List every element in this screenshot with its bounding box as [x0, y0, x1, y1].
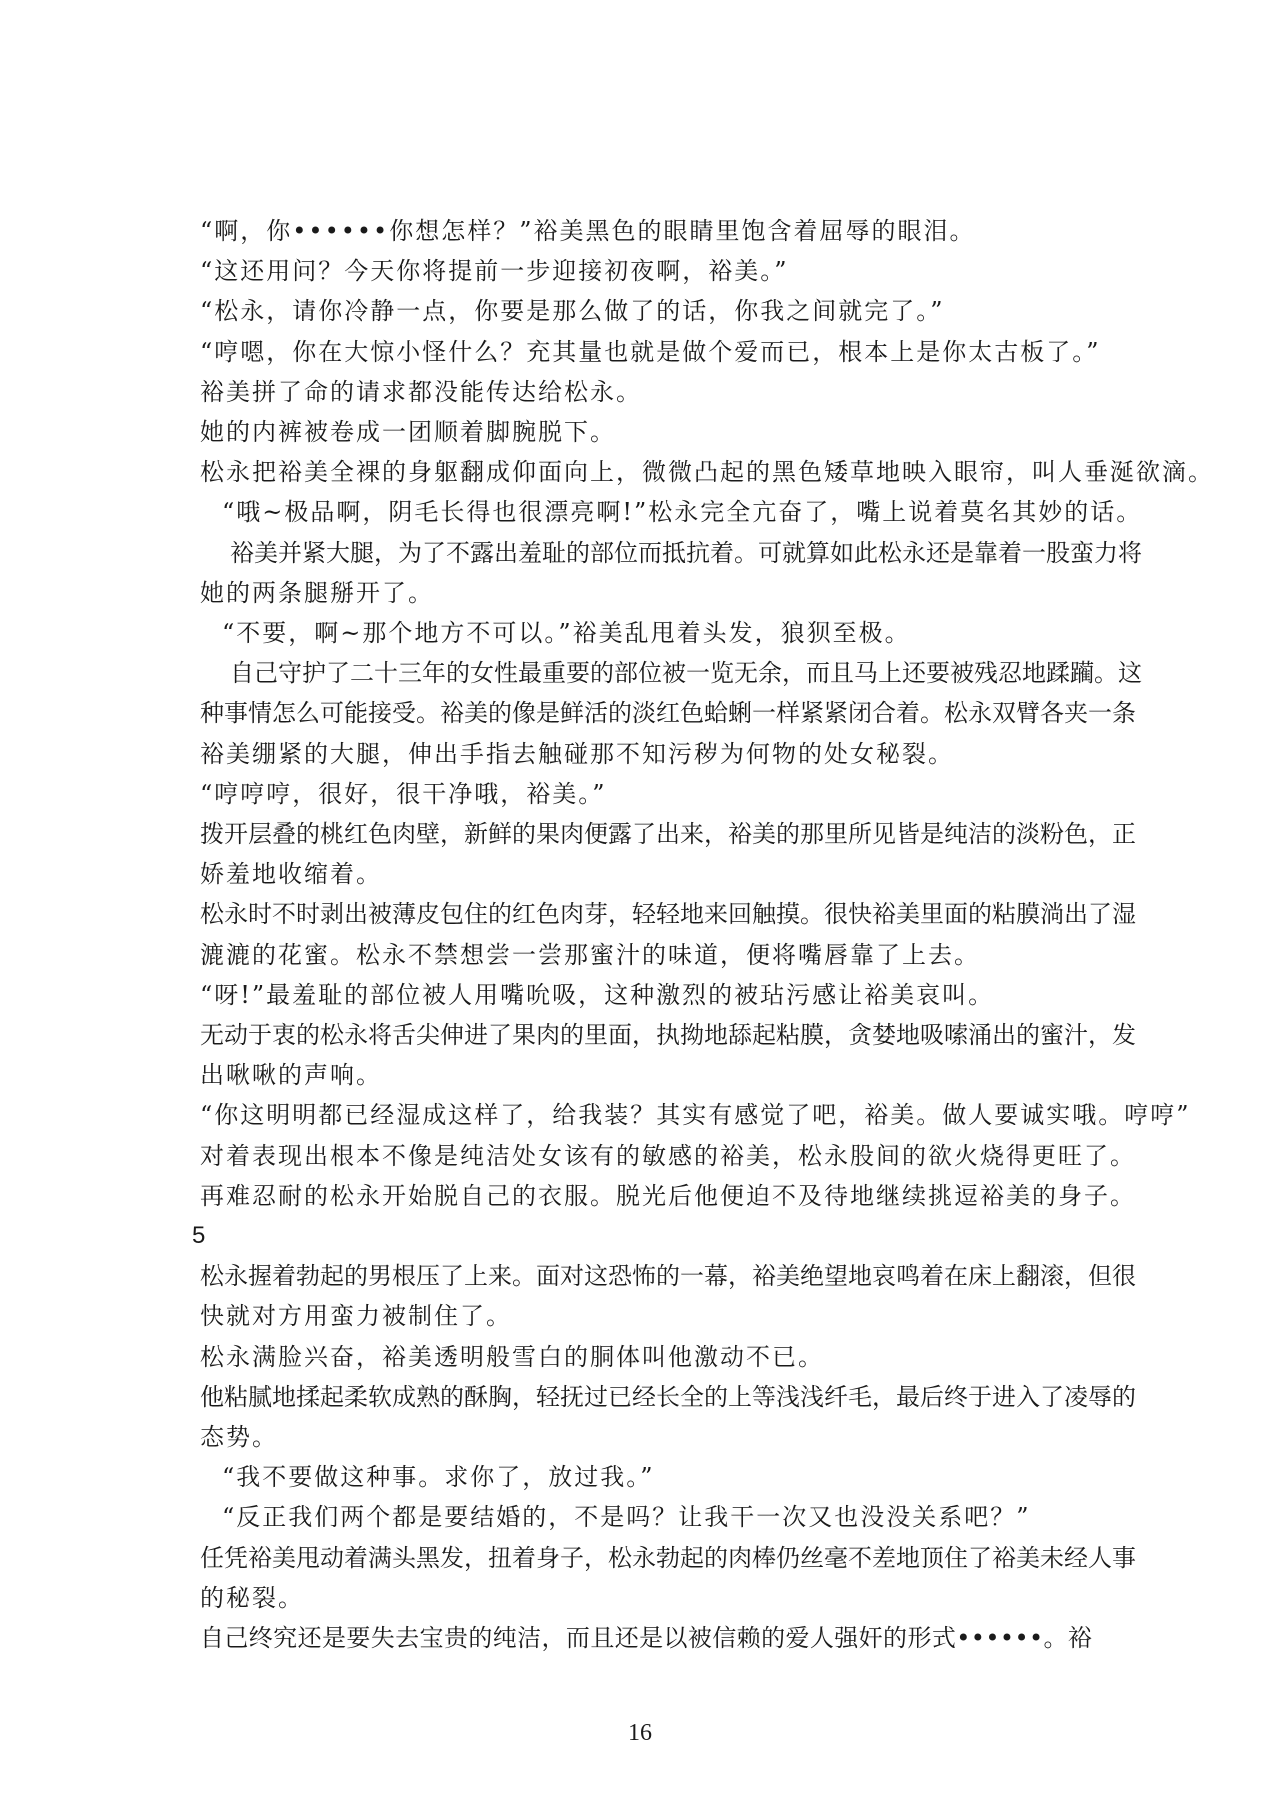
text-line: 种事情怎么可能接受。裕美的像是鲜活的淡红色蛤蜊一样紧紧闭合着。松永双臂各夹一条 [200, 699, 1136, 728]
text-line: 的秘裂。 [200, 1583, 304, 1612]
text-line: 松永握着勃起的男根压了上来。面对这恐怖的一幕，裕美绝望地哀鸣着在床上翻滚，但很 [200, 1262, 1136, 1291]
text-line: 自己终究还是要失去宝贵的纯洁，而且还是以被信赖的爱人强奸的形式••••••。裕 [200, 1624, 1093, 1652]
text-line: “啊，你••••••你想怎样？”裕美黑色的眼睛里饱含着屈辱的眼泪。 [200, 217, 976, 245]
text-line: 快就对方用蛮力被制住了。 [200, 1302, 512, 1331]
text-line: 裕美绷紧的大腿，伸出手指去触碰那不知污秽为何物的处女秘裂。 [200, 739, 954, 768]
text-line: “不要，啊~那个地方不可以。”裕美乱甩着头发，狼狈至极。 [222, 619, 911, 647]
text-line: 她的内裤被卷成一团顺着脚腕脱下。 [200, 418, 616, 446]
section-number: 5 [192, 1222, 208, 1249]
text-line: 自己守护了二十三年的女性最重要的部位被一览无余，而且马上还要被残忍地蹂躏。这 [230, 659, 1142, 688]
text-line: 任凭裕美甩动着满头黑发，扭着身子，松永勃起的肉棒仍丝毫不差地顶住了裕美未经人事 [200, 1543, 1136, 1572]
text-line: 松永时不时剥出被薄皮包住的红色肉芽，轻轻地来回触摸。很快裕美里面的粘膜淌出了湿 [200, 900, 1136, 929]
text-line: 松永把裕美全裸的身躯翻成仰面向上，微微凸起的黑色矮草地映入眼帘，叫人垂涎欲滴。 [200, 458, 1214, 487]
text-line: 拨开层叠的桃红色肉壁，新鲜的果肉便露了出来，裕美的那里所见皆是纯洁的淡粉色，正 [200, 820, 1136, 848]
text-line: 她的两条腿掰开了。 [200, 578, 434, 607]
text-line: 无动于衷的松永将舌尖伸进了果肉的里面，执拗地舔起粘膜，贪婪地吸嗦涌出的蜜汁，发 [200, 1021, 1136, 1049]
text-line: 裕美并紧大腿，为了不露出羞耻的部位而抵抗着。可就算如此松永还是靠着一股蛮力将 [230, 538, 1142, 567]
text-line: 他粘腻地揉起柔软成熟的酥胸，轻抚过已经长全的上等浅浅纤毛，最后终于进入了凌辱的 [200, 1382, 1136, 1411]
text-line: 再难忍耐的松永开始脱自己的衣服。脱光后他便迫不及待地继续挑逗裕美的身子。 [200, 1181, 1136, 1210]
text-line: 松永满脸兴奋，裕美透明般雪白的胴体叫他激动不已。 [200, 1342, 824, 1371]
text-line: 对着表现出根本不像是纯洁处女该有的敏感的裕美，松永股间的欲火烧得更旺了。 [200, 1141, 1136, 1170]
text-line: “这还用问？今天你将提前一步迎接初夜啊，裕美。” [200, 257, 789, 286]
text-line: 裕美拼了命的请求都没能传达给松永。 [200, 377, 642, 406]
text-line: 漉漉的花蜜。松永不禁想尝一尝那蜜汁的味道，便将嘴唇靠了上去。 [200, 940, 980, 969]
text-line: “我不要做这种事。求你了，放过我。” [222, 1463, 655, 1492]
text-line: 态势。 [200, 1423, 278, 1451]
text-line: 出啾啾的声响。 [200, 1061, 382, 1090]
text-line: “松永，请你冷静一点，你要是那么做了的话，你我之间就完了。” [200, 297, 945, 326]
text-line: “哼嗯，你在大惊小怪什么？充其量也就是做个爱而已，根本上是你太古板了。” [200, 337, 1101, 366]
text-line: “你这明明都已经湿成这样了，给我装？其实有感觉了吧，裕美。做人要诚实哦。哼哼” [200, 1101, 1191, 1130]
text-line: “哼哼哼，很好，很干净哦，裕美。” [200, 779, 607, 808]
text-line: “呀!”最羞耻的部位被人用嘴吮吸，这种激烈的被玷污感让裕美哀叫。 [200, 980, 995, 1009]
text-line: “反正我们两个都是要结婚的，不是吗？让我干一次又也没没关系吧？” [222, 1503, 1031, 1532]
page-number: 16 [628, 1720, 652, 1746]
text-line: “哦~极品啊，阴毛长得也很漂亮啊!”松永完全亢奋了，嘴上说着莫名其妙的话。 [222, 498, 1143, 527]
text-line: 娇羞地收缩着。 [200, 860, 382, 889]
